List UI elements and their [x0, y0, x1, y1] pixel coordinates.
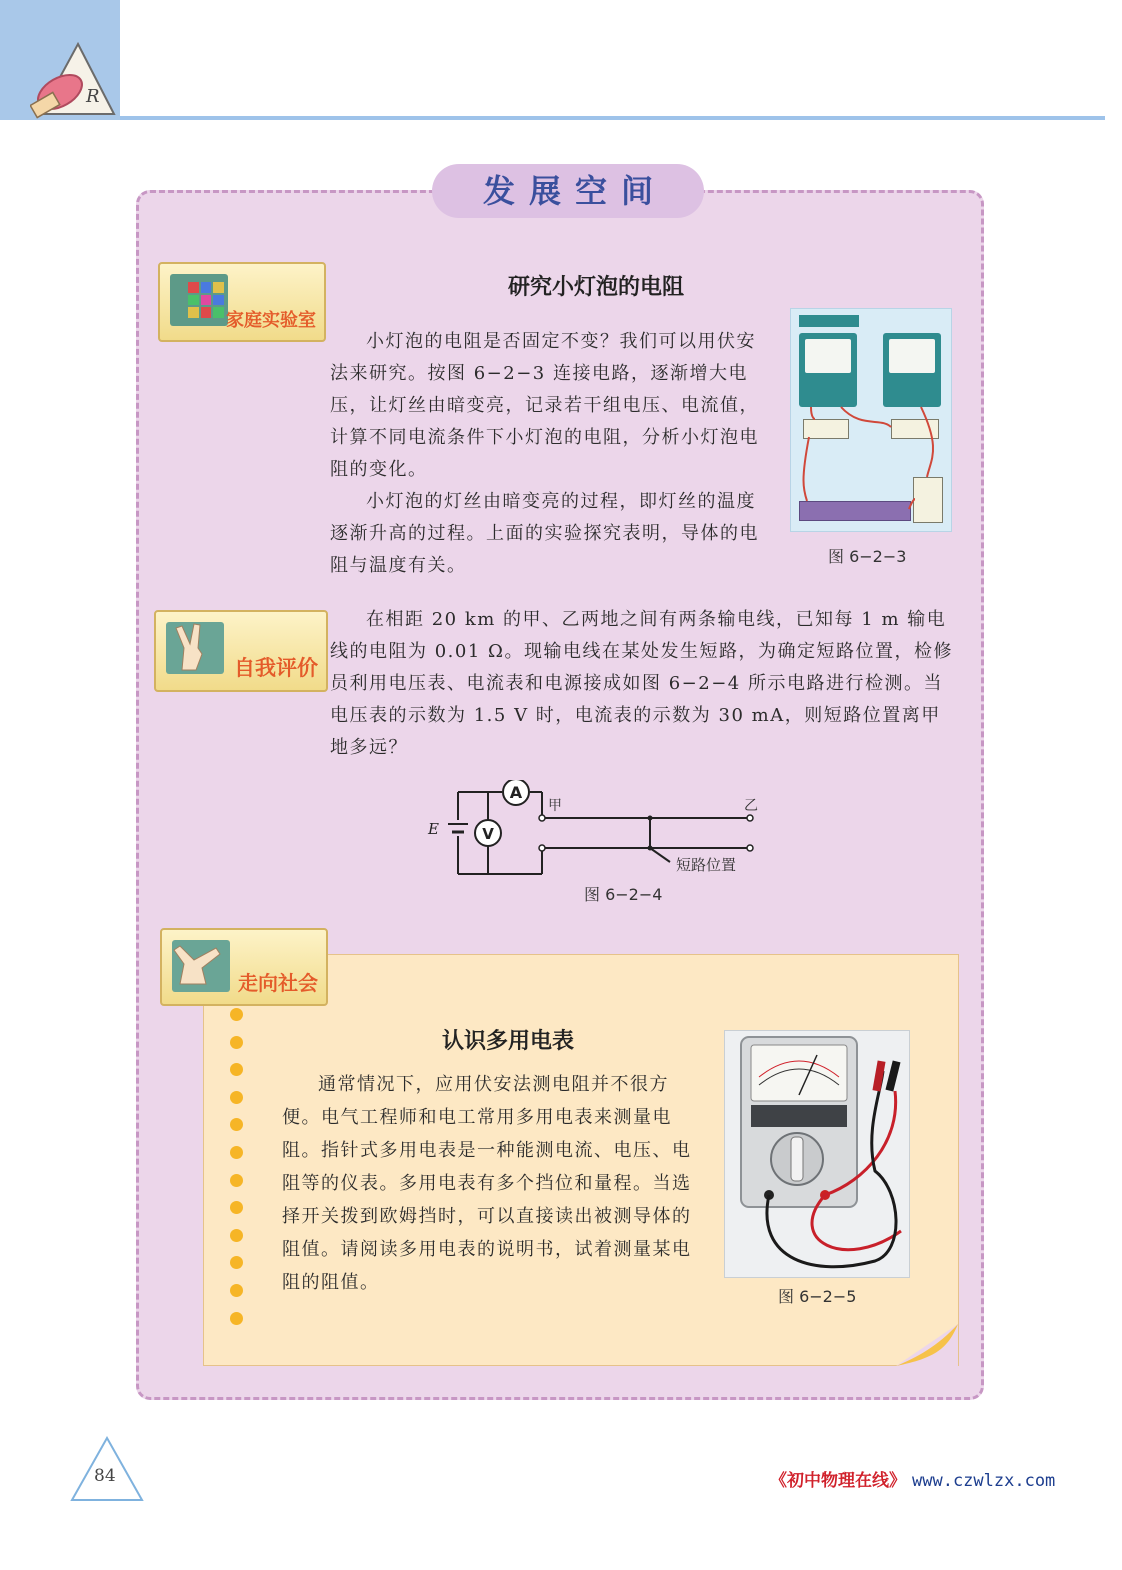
section1-paragraph: 小灯泡的灯丝由暗变亮的过程，即灯丝的温度逐渐升高的过程。上面的实验探究表明，导体的电阻与温度有关。: [330, 491, 759, 576]
short-circuit-diagram: [424, 780, 768, 876]
ammeter-label: A: [509, 783, 523, 802]
panel-title-pill: [432, 164, 704, 218]
pointing-hand-icon: [172, 940, 230, 992]
footer-brand: 《初中物理在线》: [770, 1471, 906, 1491]
multimeter-photo: [724, 1030, 910, 1278]
header-rule: [120, 116, 1105, 120]
voltmeter-label: V: [482, 825, 494, 843]
society-badge: [160, 928, 328, 1006]
section1-text: [330, 326, 768, 582]
point-b-label: 乙: [744, 798, 758, 814]
section3-title: 认识多用电表: [442, 1029, 575, 1054]
page-number: [70, 1436, 144, 1502]
point-a-label: 甲: [548, 798, 562, 814]
section1-title: 研究小灯泡的电阻: [508, 275, 685, 300]
section2-paragraph: 在相距 20 km 的甲、乙两地之间有两条输电线，已知每 1 m 输电线的电阻为 0.01 Ω。现输电线在某处发生短路，为确定短路位置，检修员利用电压表、电流表和电源接成如图 6−2−4 所示电路进行检测。当电压表的示数为 1.5 V 时，电流表的示数为 30 mA，则短路位置离甲地多远？: [330, 609, 953, 758]
self-eval-label: 自我评价: [234, 656, 318, 680]
svg-text:R: R: [86, 86, 100, 107]
wires: [791, 309, 951, 531]
figure-caption: 图 6−2−5: [778, 1287, 857, 1306]
section3-text: [282, 1068, 702, 1299]
figure-caption: 图 6−2−3: [828, 547, 907, 566]
self-eval-badge: [154, 610, 328, 692]
page-curl-icon: [896, 1324, 958, 1366]
dot-column: [230, 1008, 244, 1339]
short-position-label: 短路位置: [676, 856, 737, 874]
eraser-triangle-icon: [30, 40, 120, 120]
circuit-photo-figure: [790, 308, 952, 532]
section3-paragraph: 通常情况下，应用伏安法测电阻并不很方便。电气工程师和电工常用多用电表来测量电阻。指针式多用电表是一种能测电流、电压、电阻等的仪表。多用电表有多个挡位和量程。当选择开关拨到欧姆挡时，可以直接读出被测导体的阻值。请阅读多用电表的说明书，试着测量某电阻的阻值。: [282, 1074, 692, 1293]
home-lab-badge: [158, 262, 326, 342]
grid-hand-icon: [170, 274, 228, 326]
source-label: E: [428, 820, 439, 838]
victory-hand-icon: [166, 622, 224, 674]
section2-text: [330, 604, 960, 764]
section1-paragraph: 小灯泡的电阻是否固定不变？我们可以用伏安法来研究。按图 6−2−3 连接电路，逐渐增大电压，让灯丝由暗变亮，记录若干组电压、电流值，计算不同电流条件下小灯泡的电阻，分析小灯泡电阻的变化。: [330, 331, 759, 480]
panel-title: 发展空间: [482, 172, 667, 210]
page-number-text: 84: [94, 1466, 116, 1486]
footer-source: [770, 1466, 1055, 1491]
society-label: 走向社会: [238, 971, 318, 995]
home-lab-label: 家庭实验室: [226, 310, 316, 331]
figure-caption: 图 6−2−4: [584, 885, 663, 904]
footer-url[interactable]: www.czwlzx.com: [912, 1471, 1056, 1491]
